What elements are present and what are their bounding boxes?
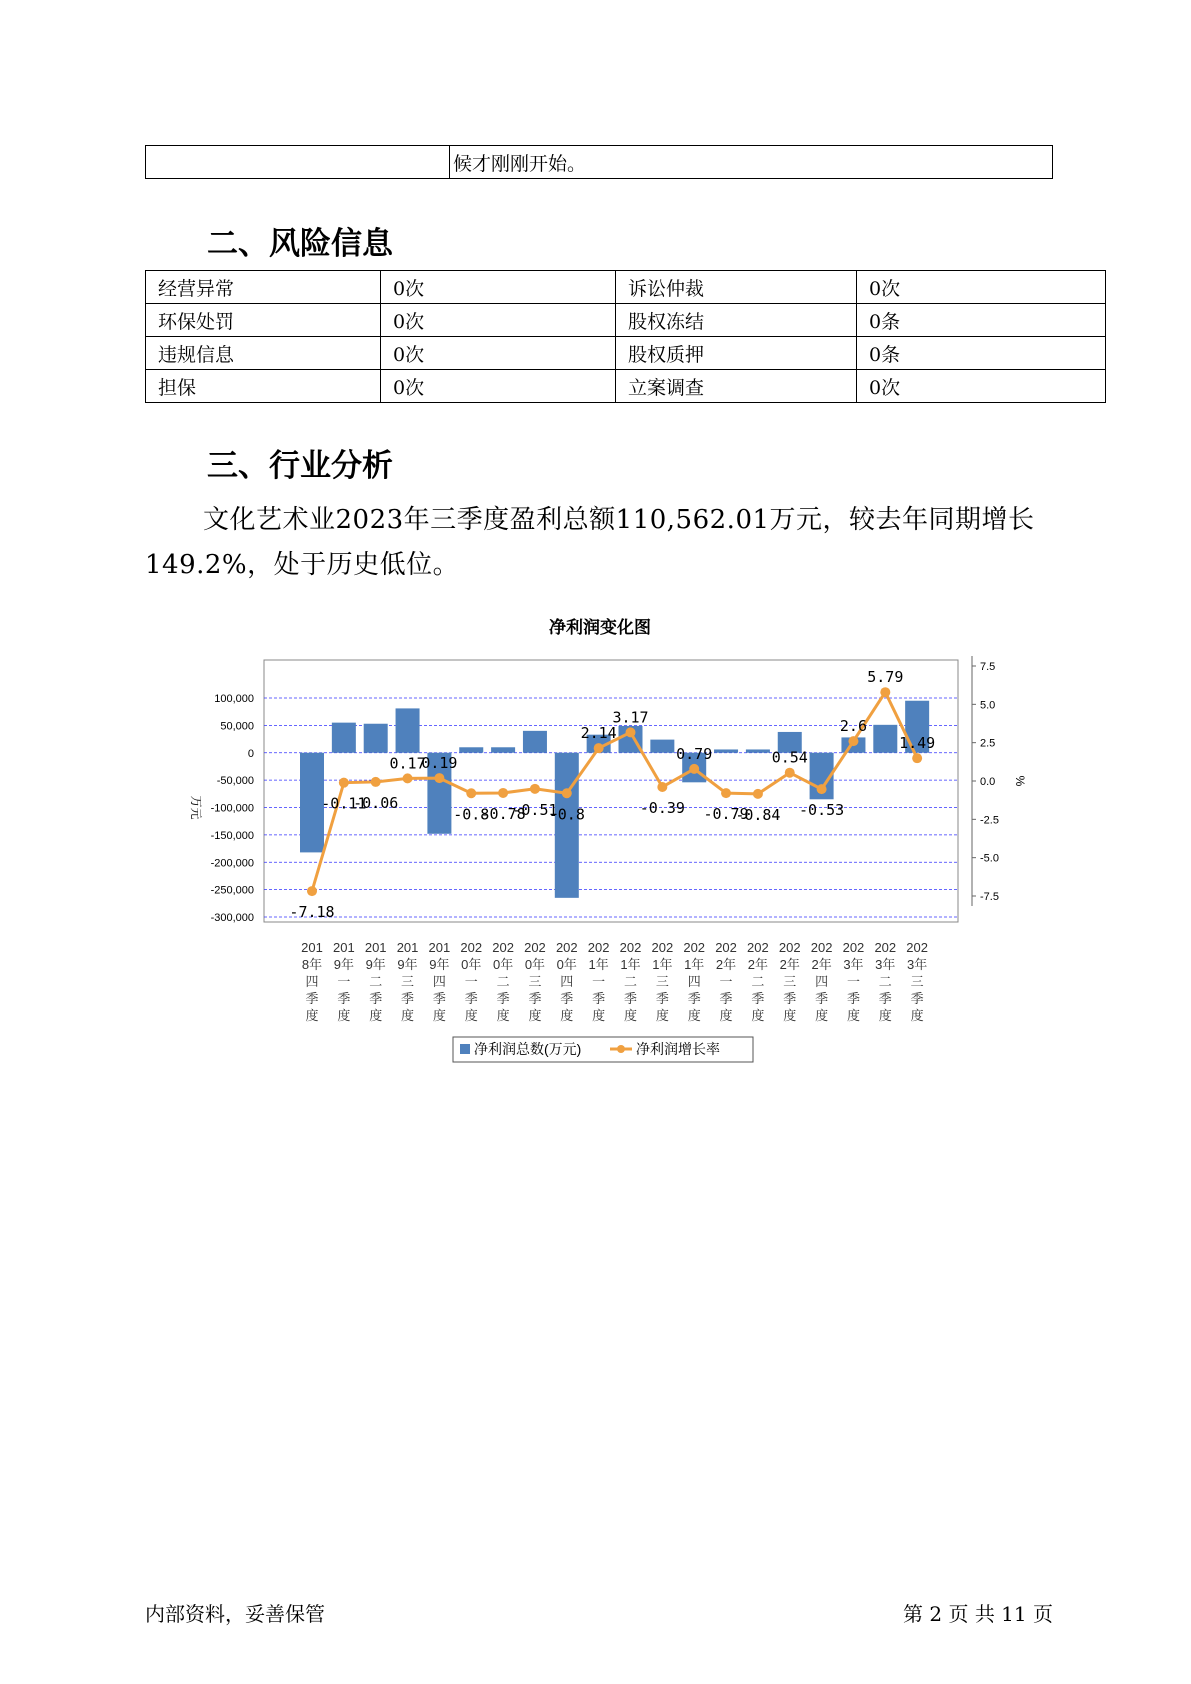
rate-point bbox=[562, 788, 572, 798]
risk-label: 股权冻结 bbox=[616, 304, 857, 337]
legend-bar-swatch bbox=[460, 1044, 470, 1054]
x-tick-label: 四 bbox=[305, 974, 319, 989]
bar bbox=[555, 753, 579, 898]
x-tick-label: 2年 bbox=[779, 957, 800, 972]
x-tick-label: 1年 bbox=[652, 957, 673, 972]
y-tick-label: -100,000 bbox=[210, 802, 254, 815]
rate-point bbox=[785, 768, 795, 778]
x-tick-label: 202 bbox=[651, 940, 674, 955]
rate-point bbox=[466, 788, 476, 798]
x-tick-label: 四 bbox=[432, 974, 446, 989]
y2-tick-label: 5.0 bbox=[980, 699, 996, 712]
x-tick-label: 9年 bbox=[429, 957, 450, 972]
analysis-paragraph: 文化艺术业2023年三季度盈利总额110,562.01万元，较去年同期增长149.2%，处于历史低位。 bbox=[145, 505, 1035, 580]
x-tick-label: 四 bbox=[560, 974, 574, 989]
table-row bbox=[146, 337, 1106, 370]
risk-value: 0次 bbox=[857, 271, 1106, 304]
rate-point bbox=[594, 743, 604, 753]
x-tick-label: 度 bbox=[719, 1008, 733, 1023]
rate-point bbox=[657, 782, 667, 792]
x-tick-label: 度 bbox=[623, 1008, 638, 1023]
x-tick-label: 季 bbox=[560, 991, 574, 1006]
risk-label: 经营异常 bbox=[146, 271, 381, 304]
x-tick-label: 一 bbox=[719, 974, 733, 989]
rate-point bbox=[753, 789, 763, 799]
y2-tick-label: -7.5 bbox=[980, 891, 999, 903]
x-tick-label: 202 bbox=[619, 940, 642, 955]
data-label: -0.06 bbox=[353, 793, 399, 812]
risk-value: 0次 bbox=[381, 370, 616, 403]
x-tick-label: 二 bbox=[623, 974, 638, 989]
x-tick-label: 度 bbox=[560, 1008, 574, 1023]
x-tick-label: 一 bbox=[337, 974, 351, 989]
x-tick-label: 201 bbox=[332, 940, 355, 955]
x-tick-label: 度 bbox=[878, 1008, 892, 1023]
x-tick-label: 2年 bbox=[715, 957, 737, 972]
plot-area bbox=[264, 660, 958, 922]
x-tick-label: 202 bbox=[683, 940, 706, 955]
x-tick-label: 度 bbox=[687, 1008, 701, 1023]
x-tick-label: 1年 bbox=[588, 957, 609, 972]
table-cell: 候才刚刚开始。 bbox=[450, 146, 1053, 179]
x-tick-label: 度 bbox=[815, 1008, 829, 1023]
data-label: 0.79 bbox=[676, 744, 713, 763]
y2-tick-label: 7.5 bbox=[980, 661, 996, 673]
x-tick-label: 二 bbox=[496, 974, 510, 989]
data-label: 3.17 bbox=[612, 708, 649, 727]
x-tick-label: 1年 bbox=[684, 957, 705, 972]
x-tick-label: 四 bbox=[815, 974, 829, 989]
rate-point bbox=[403, 773, 413, 783]
risk-value: 0条 bbox=[857, 337, 1106, 370]
x-tick-label: 0年 bbox=[524, 957, 546, 972]
y-axis-label: 万元 bbox=[189, 795, 203, 820]
x-tick-label: 9年 bbox=[333, 957, 354, 972]
data-label: 0.54 bbox=[771, 748, 808, 767]
bar bbox=[714, 749, 738, 752]
x-tick-label: 度 bbox=[910, 1008, 924, 1023]
bar bbox=[491, 747, 515, 752]
x-tick-label: 202 bbox=[747, 940, 769, 955]
data-label: 2.6 bbox=[839, 717, 867, 736]
x-tick-label: 度 bbox=[464, 1008, 478, 1023]
table-cell bbox=[146, 146, 450, 179]
y-tick-label: -150,000 bbox=[210, 829, 254, 842]
rate-point bbox=[912, 753, 922, 763]
data-label: -0.84 bbox=[735, 805, 781, 824]
x-tick-label: 9年 bbox=[397, 957, 418, 972]
x-tick-label: 202 bbox=[778, 940, 801, 955]
risk-value: 0条 bbox=[857, 304, 1106, 337]
x-tick-label: 度 bbox=[401, 1008, 415, 1023]
bar bbox=[873, 725, 897, 753]
rate-point bbox=[307, 886, 317, 896]
rate-point bbox=[434, 773, 444, 783]
x-tick-label: 度 bbox=[528, 1008, 542, 1023]
data-label: -0.51 bbox=[512, 800, 558, 819]
table-row bbox=[146, 304, 1106, 337]
rate-point bbox=[530, 784, 540, 794]
x-tick-label: 2年 bbox=[811, 957, 832, 972]
rate-point bbox=[498, 788, 508, 798]
data-label: -0.78 bbox=[480, 804, 526, 823]
x-tick-label: 3年 bbox=[875, 957, 896, 972]
x-tick-label: 季 bbox=[592, 991, 606, 1006]
risk-value: 0次 bbox=[381, 304, 616, 337]
x-tick-label: 202 bbox=[555, 940, 578, 955]
y-tick-label: -300,000 bbox=[210, 912, 254, 924]
x-tick-label: 二 bbox=[369, 974, 383, 989]
risk-label: 股权质押 bbox=[616, 337, 857, 370]
section-heading-risk: 二、风险信息 bbox=[207, 226, 393, 262]
x-tick-label: 度 bbox=[432, 1008, 446, 1023]
x-tick-label: 季 bbox=[369, 991, 383, 1006]
x-tick-label: 202 bbox=[587, 940, 610, 955]
risk-label: 违规信息 bbox=[146, 337, 381, 370]
x-tick-label: 202 bbox=[524, 940, 546, 955]
x-tick-label: 201 bbox=[364, 940, 387, 955]
bar bbox=[396, 708, 420, 752]
risk-value: 0次 bbox=[381, 337, 616, 370]
x-tick-label: 度 bbox=[655, 1008, 669, 1023]
rate-point bbox=[817, 784, 827, 794]
data-label: -0.39 bbox=[639, 798, 685, 817]
x-tick-label: 度 bbox=[846, 1008, 860, 1023]
x-tick-label: 季 bbox=[496, 991, 510, 1006]
x-tick-label: 四 bbox=[687, 974, 701, 989]
x-tick-label: 202 bbox=[906, 940, 929, 955]
x-tick-label: 度 bbox=[751, 1008, 765, 1023]
y-tick-label: 0 bbox=[247, 747, 254, 760]
y2-tick-label: 0.0 bbox=[980, 776, 996, 788]
x-tick-label: 一 bbox=[846, 974, 860, 989]
net-profit-chart bbox=[180, 610, 1027, 1070]
data-label: 2.14 bbox=[580, 724, 617, 743]
data-label: 0.19 bbox=[421, 754, 458, 773]
bar bbox=[364, 724, 388, 753]
intro-table bbox=[145, 145, 1053, 179]
x-tick-label: 季 bbox=[655, 991, 669, 1006]
legend-line-marker bbox=[617, 1045, 625, 1053]
bar bbox=[650, 740, 674, 753]
x-tick-label: 3年 bbox=[907, 957, 928, 972]
risk-label: 立案调查 bbox=[616, 370, 857, 403]
chart-title: 净利润变化图 bbox=[549, 618, 651, 637]
x-tick-label: 季 bbox=[337, 991, 351, 1006]
bar bbox=[523, 731, 547, 753]
x-tick-label: 季 bbox=[783, 991, 797, 1006]
x-tick-label: 度 bbox=[592, 1008, 606, 1023]
x-tick-label: 季 bbox=[687, 991, 701, 1006]
y2-tick-label: -2.5 bbox=[980, 814, 999, 827]
x-tick-label: 季 bbox=[846, 991, 860, 1006]
x-tick-label: 度 bbox=[305, 1008, 319, 1023]
x-tick-label: 201 bbox=[396, 940, 419, 955]
data-label: -0.79 bbox=[703, 805, 749, 824]
risk-value: 0次 bbox=[381, 271, 616, 304]
data-label: -0.8 bbox=[453, 805, 490, 824]
x-tick-label: 季 bbox=[815, 991, 829, 1006]
x-tick-label: 0年 bbox=[492, 957, 514, 972]
x-tick-label: 季 bbox=[751, 991, 765, 1006]
x-tick-label: 三 bbox=[910, 974, 924, 989]
x-tick-label: 季 bbox=[528, 991, 542, 1006]
x-tick-label: 201 bbox=[428, 940, 451, 955]
x-tick-label: 9年 bbox=[365, 957, 386, 972]
x-tick-label: 度 bbox=[337, 1008, 351, 1023]
data-label: -0.11 bbox=[321, 794, 367, 813]
x-tick-label: 202 bbox=[715, 940, 737, 955]
x-tick-label: 三 bbox=[528, 974, 542, 989]
y-tick-label: 50,000 bbox=[220, 720, 254, 733]
x-tick-label: 8年 bbox=[301, 957, 323, 972]
x-tick-label: 季 bbox=[623, 991, 638, 1006]
risk-value: 0次 bbox=[857, 370, 1106, 403]
x-tick-label: 三 bbox=[783, 974, 797, 989]
x-tick-label: 季 bbox=[401, 991, 415, 1006]
data-label: 1.49 bbox=[899, 734, 936, 753]
y-tick-label: -250,000 bbox=[210, 884, 254, 897]
rate-point bbox=[371, 777, 381, 787]
footer-page-number: 第 2 页 共 11 页 bbox=[903, 1602, 1053, 1626]
x-tick-label: 一 bbox=[464, 974, 478, 989]
data-label: 5.79 bbox=[867, 668, 904, 687]
risk-table bbox=[145, 270, 1106, 403]
x-tick-label: 季 bbox=[432, 991, 446, 1006]
data-label: 0.17 bbox=[389, 754, 426, 773]
x-tick-label: 202 bbox=[492, 940, 514, 955]
x-tick-label: 201 bbox=[301, 940, 323, 955]
x-tick-label: 二 bbox=[878, 974, 892, 989]
x-tick-label: 0年 bbox=[556, 957, 577, 972]
risk-label: 诉讼仲裁 bbox=[616, 271, 857, 304]
risk-label: 环保处罚 bbox=[146, 304, 381, 337]
x-tick-label: 一 bbox=[592, 974, 606, 989]
data-label: -0.8 bbox=[548, 805, 585, 824]
x-tick-label: 202 bbox=[460, 940, 483, 955]
section-heading-industry: 三、行业分析 bbox=[207, 448, 393, 484]
bar bbox=[459, 747, 483, 752]
y2-tick-label: 2.5 bbox=[980, 737, 996, 750]
x-tick-label: 三 bbox=[655, 974, 669, 989]
footer-confidential: 内部资料，妥善保管 bbox=[145, 1602, 325, 1626]
rate-point bbox=[721, 788, 731, 798]
x-tick-label: 季 bbox=[910, 991, 924, 1006]
x-tick-label: 0年 bbox=[461, 957, 482, 972]
data-label: -0.53 bbox=[799, 801, 845, 820]
x-tick-label: 202 bbox=[842, 940, 865, 955]
table-row bbox=[146, 146, 1053, 179]
x-tick-label: 202 bbox=[874, 940, 897, 955]
x-tick-label: 季 bbox=[878, 991, 892, 1006]
rate-point bbox=[626, 727, 636, 737]
x-tick-label: 2年 bbox=[747, 957, 769, 972]
risk-label: 担保 bbox=[146, 370, 381, 403]
table-row bbox=[146, 370, 1106, 403]
bar bbox=[332, 723, 356, 753]
x-tick-label: 季 bbox=[719, 991, 733, 1006]
x-tick-label: 度 bbox=[369, 1008, 383, 1023]
x-tick-label: 季 bbox=[305, 991, 319, 1006]
rate-point bbox=[848, 736, 858, 746]
rate-point bbox=[689, 764, 699, 774]
y-tick-label: -50,000 bbox=[216, 775, 254, 788]
y2-axis-label: % bbox=[1013, 775, 1027, 787]
y2-tick-label: -5.0 bbox=[980, 852, 999, 865]
y-tick-label: 100,000 bbox=[214, 693, 254, 705]
table-row bbox=[146, 271, 1106, 304]
rate-point bbox=[339, 778, 349, 788]
data-label: -7.18 bbox=[289, 903, 335, 922]
rate-point bbox=[880, 687, 890, 697]
legend-label: 净利润增长率 bbox=[636, 1041, 720, 1057]
x-tick-label: 度 bbox=[496, 1008, 510, 1023]
x-tick-label: 度 bbox=[783, 1008, 797, 1023]
x-tick-label: 二 bbox=[751, 974, 765, 989]
x-tick-label: 三 bbox=[401, 974, 415, 989]
x-tick-label: 1年 bbox=[620, 957, 641, 972]
y-tick-label: -200,000 bbox=[210, 857, 254, 870]
legend-label: 净利润总数(万元) bbox=[474, 1041, 582, 1057]
x-tick-label: 202 bbox=[810, 940, 833, 955]
bar bbox=[746, 749, 770, 752]
x-tick-label: 季 bbox=[464, 991, 478, 1006]
x-tick-label: 3年 bbox=[843, 957, 864, 972]
